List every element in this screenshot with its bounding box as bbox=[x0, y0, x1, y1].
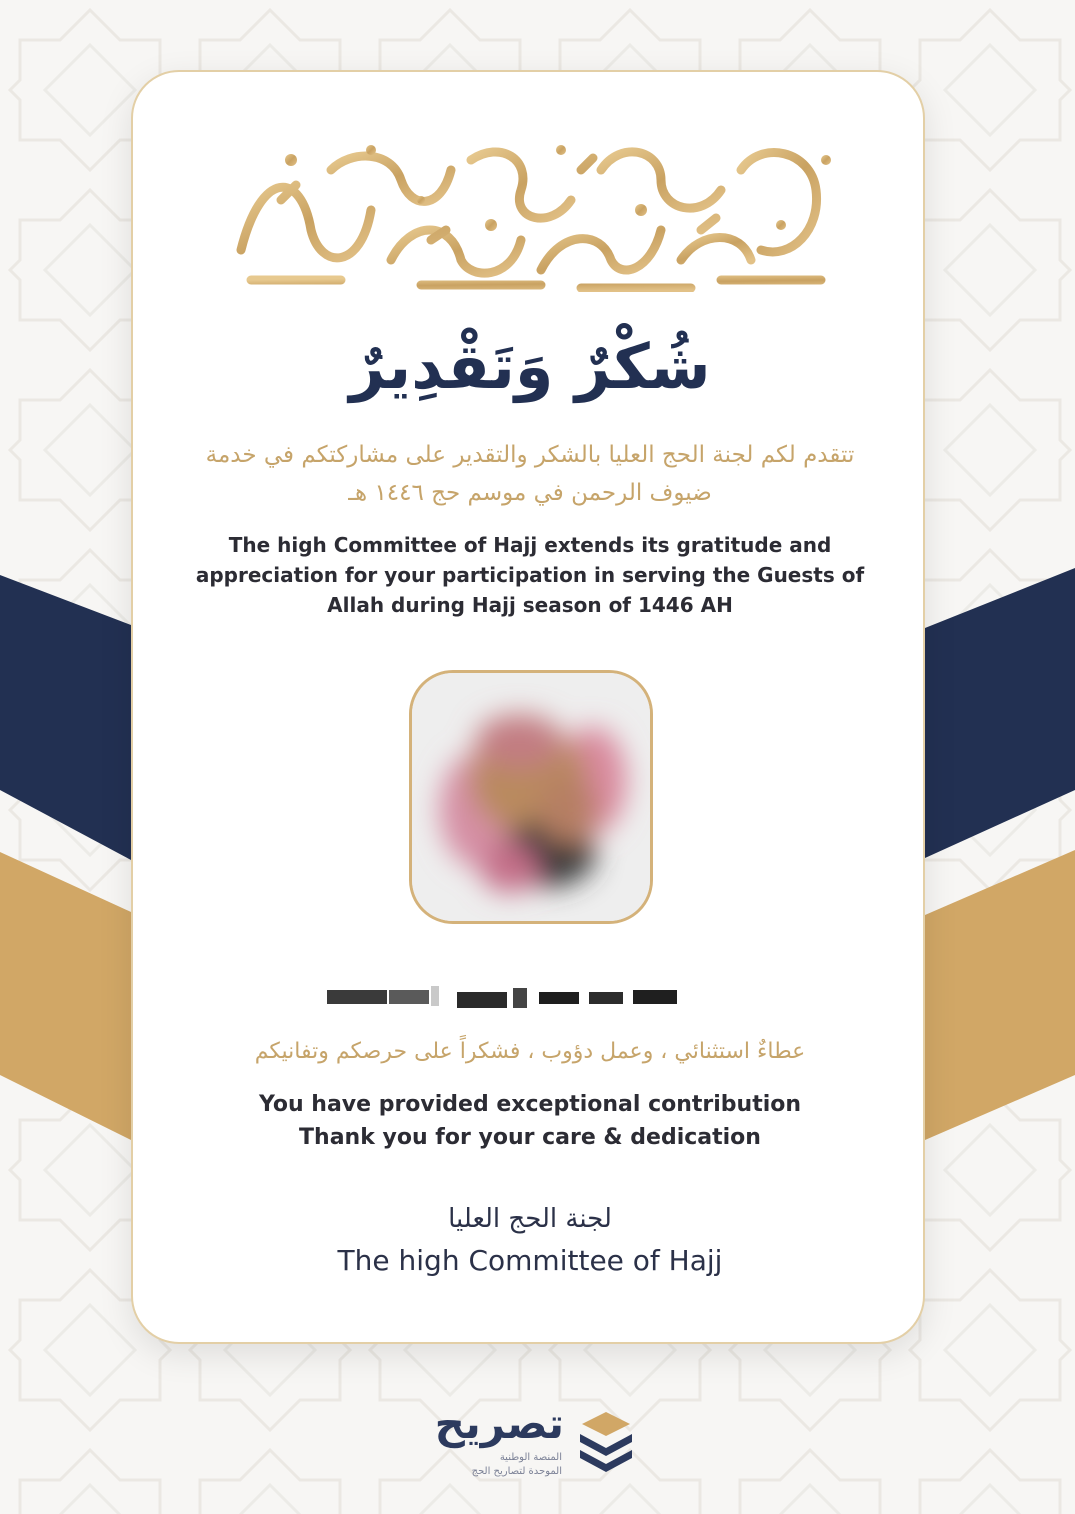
certificate-title: شُكْرٌ وَتَقْدِيرٌ bbox=[349, 330, 711, 403]
signature-arabic: لجنة الحج العليا bbox=[448, 1204, 612, 1234]
praise-line-2: Thank you for your care & dedication bbox=[299, 1125, 761, 1150]
signature-english: The high Committee of Hajj bbox=[337, 1244, 723, 1277]
intro-text-arabic: تتقدم لكم لجنة الحج العليا بالشكر والتقدير على مشاركتكم في خدمة ضيوف الرحمن في موسم حج ١٤٤٦ هـ bbox=[205, 442, 855, 506]
logo-name: تصريح bbox=[434, 1399, 564, 1448]
calligraphy-artwork bbox=[221, 130, 836, 292]
logo-subtitle-2: الموحدة لتصاريح الحج bbox=[471, 1466, 562, 1477]
certificate-card bbox=[131, 70, 925, 1344]
ribbon-gold-left bbox=[0, 852, 131, 1140]
intro-text-english: The high Committee of Hajj extends its gratitude and appreciation for your participation in serving the Guests of Allah during Hajj season of 1446 AH bbox=[195, 533, 865, 617]
ribbon-navy-left bbox=[0, 575, 131, 860]
kaaba-mark-icon bbox=[570, 1408, 642, 1478]
recipient-name-redacted bbox=[327, 984, 707, 1010]
praise-line-1: You have provided exceptional contribution bbox=[258, 1092, 802, 1117]
tasreeh-logo bbox=[414, 1400, 654, 1490]
ribbon-navy-right bbox=[925, 568, 1075, 858]
ribbon-gold-right bbox=[925, 850, 1075, 1140]
logo-subtitle-1: المنصة الوطنية bbox=[499, 1452, 562, 1463]
praise-text-arabic: عطاءٌ استثنائي ، وعمل دؤوب ، فشكراً على حرصكم وتفانيكم bbox=[254, 1039, 806, 1064]
praise-text-english bbox=[173, 1088, 887, 1154]
recipient-photo-blurred bbox=[409, 670, 653, 924]
